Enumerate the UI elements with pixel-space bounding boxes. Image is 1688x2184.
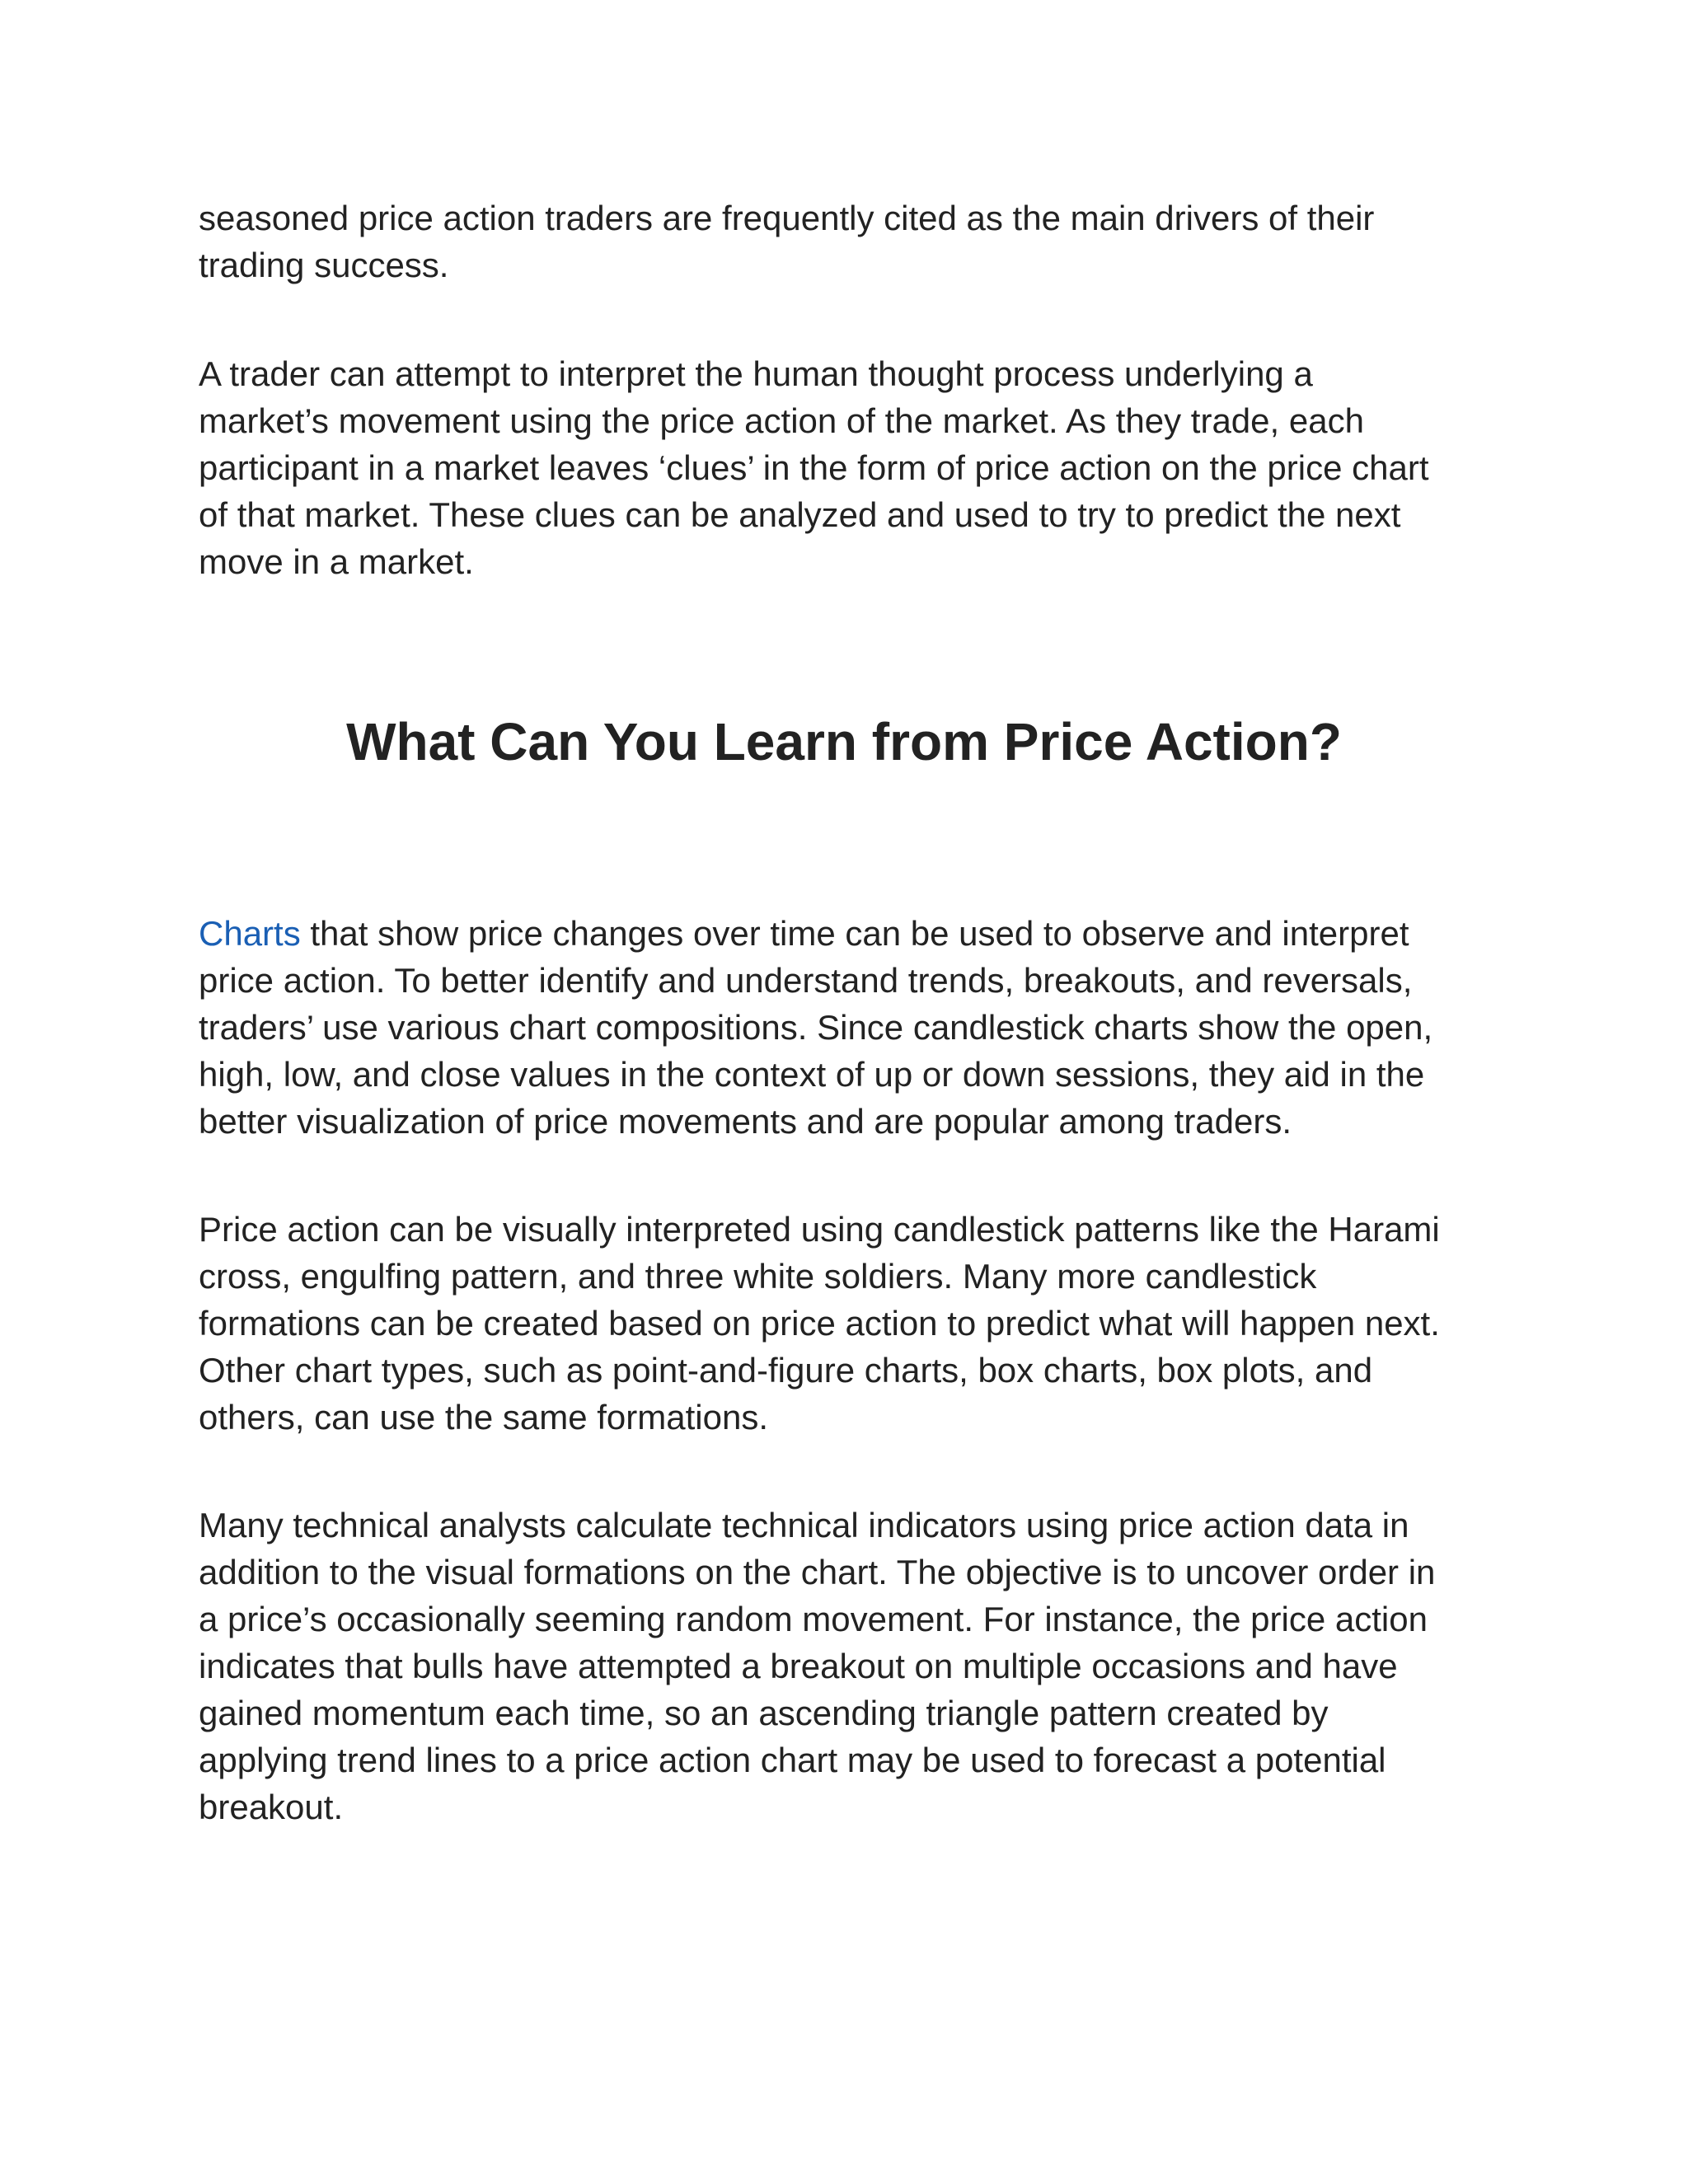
text-line: A trader can attempt to interpret the human thought process underlying a <box>199 354 1313 393</box>
text-line: a price’s occasionally seeming random movement. For instance, the price action <box>199 1600 1428 1638</box>
text-line: seasoned price action traders are frequently cited as the main drivers of their <box>199 199 1375 237</box>
text-line: market’s movement using the price action of the market. As they trade, each <box>199 401 1364 440</box>
text-line: price action. To better identify and understand trends, breakouts, and reversals, <box>199 961 1413 1000</box>
text-line <box>199 910 1517 957</box>
text-line: applying trend lines to a price action chart may be used to forecast a potential <box>199 1741 1386 1779</box>
text-line: Price action can be visually interpreted using candlestick patterns like the Harami <box>199 1210 1440 1249</box>
text-line: of that market. These clues can be analyzed and used to try to predict the next <box>199 495 1401 534</box>
text-line: cross, engulfing pattern, and three white soldiers. Many more candlestick <box>199 1257 1317 1296</box>
text-line: move in a market. <box>199 542 474 581</box>
text-fragment: that show price changes over time can be used to observe and interpret <box>300 914 1409 953</box>
text-line: formations can be created based on price action to predict what will happen next. <box>199 1304 1440 1343</box>
charts-link[interactable]: Charts <box>199 914 301 953</box>
text-line: Many technical analysts calculate technical indicators using price action data in <box>199 1506 1409 1544</box>
text-line: addition to the visual formations on the chart. The objective is to uncover order in <box>199 1553 1436 1591</box>
paragraph-intro-continuation <box>199 194 1517 288</box>
paragraph-candlestick-patterns <box>199 1206 1517 1441</box>
text-line: Other chart types, such as point-and-figure charts, box charts, box plots, and <box>199 1351 1373 1390</box>
text-line: trading success. <box>199 246 449 284</box>
text-line: others, can use the same formations. <box>199 1398 769 1436</box>
paragraph-charts <box>199 910 1517 1145</box>
text-line: traders’ use various chart compositions. Since candlestick charts show the open, <box>199 1008 1433 1047</box>
text-line: indicates that bulls have attempted a breakout on multiple occasions and have <box>199 1647 1398 1685</box>
text-line: high, low, and close values in the context of up or down sessions, they aid in the <box>199 1055 1425 1094</box>
paragraph-trader-interpretation <box>199 350 1517 585</box>
text-line: better visualization of price movements and are popular among traders. <box>199 1102 1292 1141</box>
paragraph-technical-indicators <box>199 1502 1517 1830</box>
text-line: breakout. <box>199 1788 344 1826</box>
text-line: gained momentum each time, so an ascending triangle pattern created by <box>199 1694 1329 1732</box>
text-line: participant in a market leaves ‘clues’ in the form of price action on the price chart <box>199 448 1429 487</box>
section-heading: What Can You Learn from Price Action? <box>346 712 1342 771</box>
